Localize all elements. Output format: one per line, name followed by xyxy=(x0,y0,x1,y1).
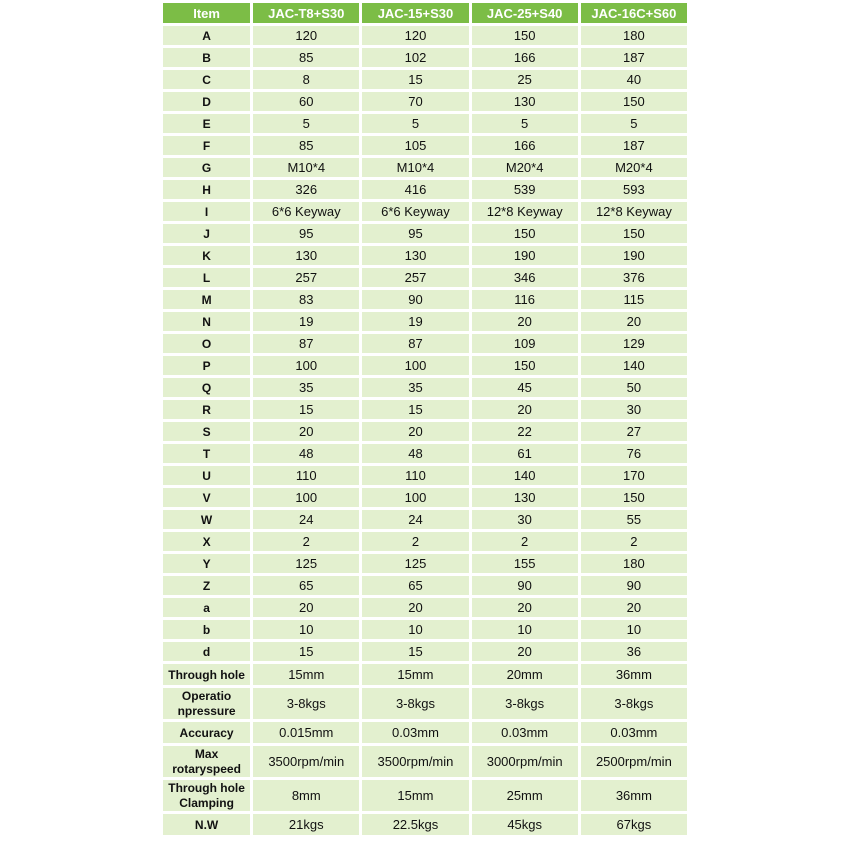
value-cell: 150 xyxy=(472,224,578,243)
value-cell: 109 xyxy=(472,334,578,353)
value-cell: 45 xyxy=(472,378,578,397)
value-cell: 130 xyxy=(472,488,578,507)
value-cell: 8 xyxy=(253,70,359,89)
value-cell: 187 xyxy=(581,48,687,67)
table-row xyxy=(163,92,687,111)
value-cell: 20 xyxy=(581,598,687,617)
value-cell: 20 xyxy=(472,400,578,419)
value-cell: 150 xyxy=(472,356,578,375)
value-cell: 90 xyxy=(472,576,578,595)
item-label-cell: Operatio npressure xyxy=(163,688,250,719)
value-cell: 21kgs xyxy=(253,814,359,835)
value-cell: 15 xyxy=(253,400,359,419)
item-label-cell: Y xyxy=(163,554,250,573)
value-cell: 10 xyxy=(472,620,578,639)
value-cell: 5 xyxy=(472,114,578,133)
value-cell: 0.015mm xyxy=(253,722,359,743)
item-label-cell: d xyxy=(163,642,250,661)
value-cell: 2 xyxy=(581,532,687,551)
value-cell: 140 xyxy=(581,356,687,375)
value-cell: 150 xyxy=(581,224,687,243)
value-cell: 20 xyxy=(472,642,578,661)
value-cell: 5 xyxy=(253,114,359,133)
item-label-cell: I xyxy=(163,202,250,221)
value-cell: 20 xyxy=(362,422,468,441)
value-cell: 125 xyxy=(253,554,359,573)
value-cell: 170 xyxy=(581,466,687,485)
value-cell: 0.03mm xyxy=(581,722,687,743)
value-cell: 35 xyxy=(362,378,468,397)
value-cell: 85 xyxy=(253,136,359,155)
column-header-model: JAC-25+S40 xyxy=(472,3,578,23)
value-cell: 8mm xyxy=(253,780,359,811)
item-label-cell: N xyxy=(163,312,250,331)
column-header-model: JAC-T8+S30 xyxy=(253,3,359,23)
value-cell: 20 xyxy=(362,598,468,617)
value-cell: 36mm xyxy=(581,780,687,811)
table-row xyxy=(163,246,687,265)
table-row xyxy=(163,312,687,331)
value-cell: 150 xyxy=(581,92,687,111)
value-cell: 55 xyxy=(581,510,687,529)
value-cell: 116 xyxy=(472,290,578,309)
table-row xyxy=(163,114,687,133)
header-row xyxy=(163,3,687,23)
value-cell: 45kgs xyxy=(472,814,578,835)
table-row xyxy=(163,814,687,835)
value-cell: 187 xyxy=(581,136,687,155)
item-label-cell: K xyxy=(163,246,250,265)
value-cell: 95 xyxy=(362,224,468,243)
value-cell: 539 xyxy=(472,180,578,199)
value-cell: 85 xyxy=(253,48,359,67)
table-row xyxy=(163,48,687,67)
item-label-cell: B xyxy=(163,48,250,67)
value-cell: 15mm xyxy=(253,664,359,685)
table-row xyxy=(163,378,687,397)
value-cell: 20 xyxy=(472,312,578,331)
value-cell: 90 xyxy=(362,290,468,309)
table-row xyxy=(163,466,687,485)
value-cell: 115 xyxy=(581,290,687,309)
item-label-cell: D xyxy=(163,92,250,111)
table-row xyxy=(163,290,687,309)
value-cell: 10 xyxy=(581,620,687,639)
value-cell: 12*8 Keyway xyxy=(472,202,578,221)
value-cell: 346 xyxy=(472,268,578,287)
table-row xyxy=(163,136,687,155)
table-row xyxy=(163,202,687,221)
value-cell: 100 xyxy=(362,488,468,507)
value-cell: 376 xyxy=(581,268,687,287)
value-cell: 130 xyxy=(472,92,578,111)
value-cell: 83 xyxy=(253,290,359,309)
value-cell: 120 xyxy=(253,26,359,45)
table-row xyxy=(163,554,687,573)
value-cell: 65 xyxy=(253,576,359,595)
value-cell: 110 xyxy=(253,466,359,485)
value-cell: 180 xyxy=(581,554,687,573)
item-label-cell: P xyxy=(163,356,250,375)
table-row xyxy=(163,620,687,639)
item-label-cell: X xyxy=(163,532,250,551)
value-cell: 5 xyxy=(362,114,468,133)
item-label-cell: T xyxy=(163,444,250,463)
value-cell: 48 xyxy=(253,444,359,463)
value-cell: 19 xyxy=(253,312,359,331)
value-cell: 87 xyxy=(362,334,468,353)
item-label-cell: a xyxy=(163,598,250,617)
item-label-cell: F xyxy=(163,136,250,155)
value-cell: 70 xyxy=(362,92,468,111)
value-cell: 95 xyxy=(253,224,359,243)
value-cell: 129 xyxy=(581,334,687,353)
value-cell: 3000rpm/min xyxy=(472,746,578,777)
value-cell: 24 xyxy=(362,510,468,529)
value-cell: 20mm xyxy=(472,664,578,685)
value-cell: 2 xyxy=(253,532,359,551)
item-label-cell: U xyxy=(163,466,250,485)
value-cell: 155 xyxy=(472,554,578,573)
table-row xyxy=(163,746,687,777)
item-label-cell: G xyxy=(163,158,250,177)
value-cell: 15 xyxy=(362,400,468,419)
value-cell: 24 xyxy=(253,510,359,529)
value-cell: 130 xyxy=(362,246,468,265)
item-label-cell: N.W xyxy=(163,814,250,835)
value-cell: 100 xyxy=(253,356,359,375)
item-label-cell: Max rotaryspeed xyxy=(163,746,250,777)
value-cell: 20 xyxy=(253,598,359,617)
value-cell: 10 xyxy=(362,620,468,639)
value-cell: 3-8kgs xyxy=(581,688,687,719)
value-cell: 257 xyxy=(253,268,359,287)
value-cell: M20*4 xyxy=(581,158,687,177)
item-label-cell: b xyxy=(163,620,250,639)
value-cell: 76 xyxy=(581,444,687,463)
item-label-cell: L xyxy=(163,268,250,287)
value-cell: 257 xyxy=(362,268,468,287)
value-cell: 6*6 Keyway xyxy=(362,202,468,221)
value-cell: 22.5kgs xyxy=(362,814,468,835)
value-cell: 100 xyxy=(362,356,468,375)
item-label-cell: R xyxy=(163,400,250,419)
value-cell: 20 xyxy=(581,312,687,331)
value-cell: 90 xyxy=(581,576,687,595)
item-label-cell: Through hole Clamping xyxy=(163,780,250,811)
item-label-cell: M xyxy=(163,290,250,309)
table-row xyxy=(163,26,687,45)
value-cell: 30 xyxy=(581,400,687,419)
table-header xyxy=(163,3,687,23)
table-row xyxy=(163,356,687,375)
value-cell: M10*4 xyxy=(362,158,468,177)
table-row xyxy=(163,722,687,743)
item-label-cell: W xyxy=(163,510,250,529)
value-cell: 20 xyxy=(472,598,578,617)
item-label-cell: Through hole xyxy=(163,664,250,685)
value-cell: 67kgs xyxy=(581,814,687,835)
value-cell: 10 xyxy=(253,620,359,639)
item-label-cell: O xyxy=(163,334,250,353)
table-row xyxy=(163,158,687,177)
value-cell: 140 xyxy=(472,466,578,485)
value-cell: 2 xyxy=(472,532,578,551)
table-row xyxy=(163,422,687,441)
table-row xyxy=(163,268,687,287)
item-label-cell: S xyxy=(163,422,250,441)
item-label-cell: E xyxy=(163,114,250,133)
value-cell: 15mm xyxy=(362,664,468,685)
value-cell: 15 xyxy=(362,70,468,89)
value-cell: 130 xyxy=(253,246,359,265)
table-row xyxy=(163,598,687,617)
value-cell: 50 xyxy=(581,378,687,397)
value-cell: 190 xyxy=(581,246,687,265)
value-cell: 110 xyxy=(362,466,468,485)
value-cell: 190 xyxy=(472,246,578,265)
item-label-cell: Z xyxy=(163,576,250,595)
value-cell: 65 xyxy=(362,576,468,595)
value-cell: 22 xyxy=(472,422,578,441)
value-cell: 5 xyxy=(581,114,687,133)
value-cell: 180 xyxy=(581,26,687,45)
value-cell: 0.03mm xyxy=(362,722,468,743)
value-cell: 25 xyxy=(472,70,578,89)
value-cell: 25mm xyxy=(472,780,578,811)
table-row xyxy=(163,400,687,419)
value-cell: 166 xyxy=(472,136,578,155)
item-label-cell: Accuracy xyxy=(163,722,250,743)
spec-table xyxy=(160,0,690,838)
value-cell: 2 xyxy=(362,532,468,551)
value-cell: 61 xyxy=(472,444,578,463)
value-cell: 416 xyxy=(362,180,468,199)
value-cell: 166 xyxy=(472,48,578,67)
table-row xyxy=(163,576,687,595)
item-label-cell: C xyxy=(163,70,250,89)
item-label-cell: J xyxy=(163,224,250,243)
table-body xyxy=(163,26,687,835)
value-cell: 3500rpm/min xyxy=(362,746,468,777)
column-header-model: JAC-15+S30 xyxy=(362,3,468,23)
table-row xyxy=(163,334,687,353)
value-cell: 150 xyxy=(581,488,687,507)
item-label-cell: H xyxy=(163,180,250,199)
value-cell: 36 xyxy=(581,642,687,661)
table-row xyxy=(163,510,687,529)
value-cell: 150 xyxy=(472,26,578,45)
value-cell: 105 xyxy=(362,136,468,155)
value-cell: 19 xyxy=(362,312,468,331)
table-row xyxy=(163,70,687,89)
table-row xyxy=(163,488,687,507)
value-cell: 593 xyxy=(581,180,687,199)
item-label-cell: V xyxy=(163,488,250,507)
value-cell: M10*4 xyxy=(253,158,359,177)
value-cell: 15 xyxy=(253,642,359,661)
value-cell: 60 xyxy=(253,92,359,111)
value-cell: 87 xyxy=(253,334,359,353)
value-cell: 36mm xyxy=(581,664,687,685)
value-cell: 30 xyxy=(472,510,578,529)
value-cell: 102 xyxy=(362,48,468,67)
value-cell: 15mm xyxy=(362,780,468,811)
value-cell: 3500rpm/min xyxy=(253,746,359,777)
value-cell: 3-8kgs xyxy=(472,688,578,719)
value-cell: M20*4 xyxy=(472,158,578,177)
value-cell: 120 xyxy=(362,26,468,45)
value-cell: 48 xyxy=(362,444,468,463)
value-cell: 20 xyxy=(253,422,359,441)
value-cell: 2500rpm/min xyxy=(581,746,687,777)
value-cell: 15 xyxy=(362,642,468,661)
table-row xyxy=(163,642,687,661)
value-cell: 40 xyxy=(581,70,687,89)
value-cell: 27 xyxy=(581,422,687,441)
value-cell: 125 xyxy=(362,554,468,573)
table-row xyxy=(163,180,687,199)
value-cell: 12*8 Keyway xyxy=(581,202,687,221)
table-row xyxy=(163,688,687,719)
table-row xyxy=(163,532,687,551)
column-header-item: Item xyxy=(163,3,250,23)
table-row xyxy=(163,224,687,243)
value-cell: 3-8kgs xyxy=(362,688,468,719)
table-row xyxy=(163,444,687,463)
table-row xyxy=(163,780,687,811)
value-cell: 3-8kgs xyxy=(253,688,359,719)
item-label-cell: A xyxy=(163,26,250,45)
item-label-cell: Q xyxy=(163,378,250,397)
value-cell: 100 xyxy=(253,488,359,507)
value-cell: 35 xyxy=(253,378,359,397)
value-cell: 6*6 Keyway xyxy=(253,202,359,221)
column-header-model: JAC-16C+S60 xyxy=(581,3,687,23)
value-cell: 326 xyxy=(253,180,359,199)
table-row xyxy=(163,664,687,685)
value-cell: 0.03mm xyxy=(472,722,578,743)
